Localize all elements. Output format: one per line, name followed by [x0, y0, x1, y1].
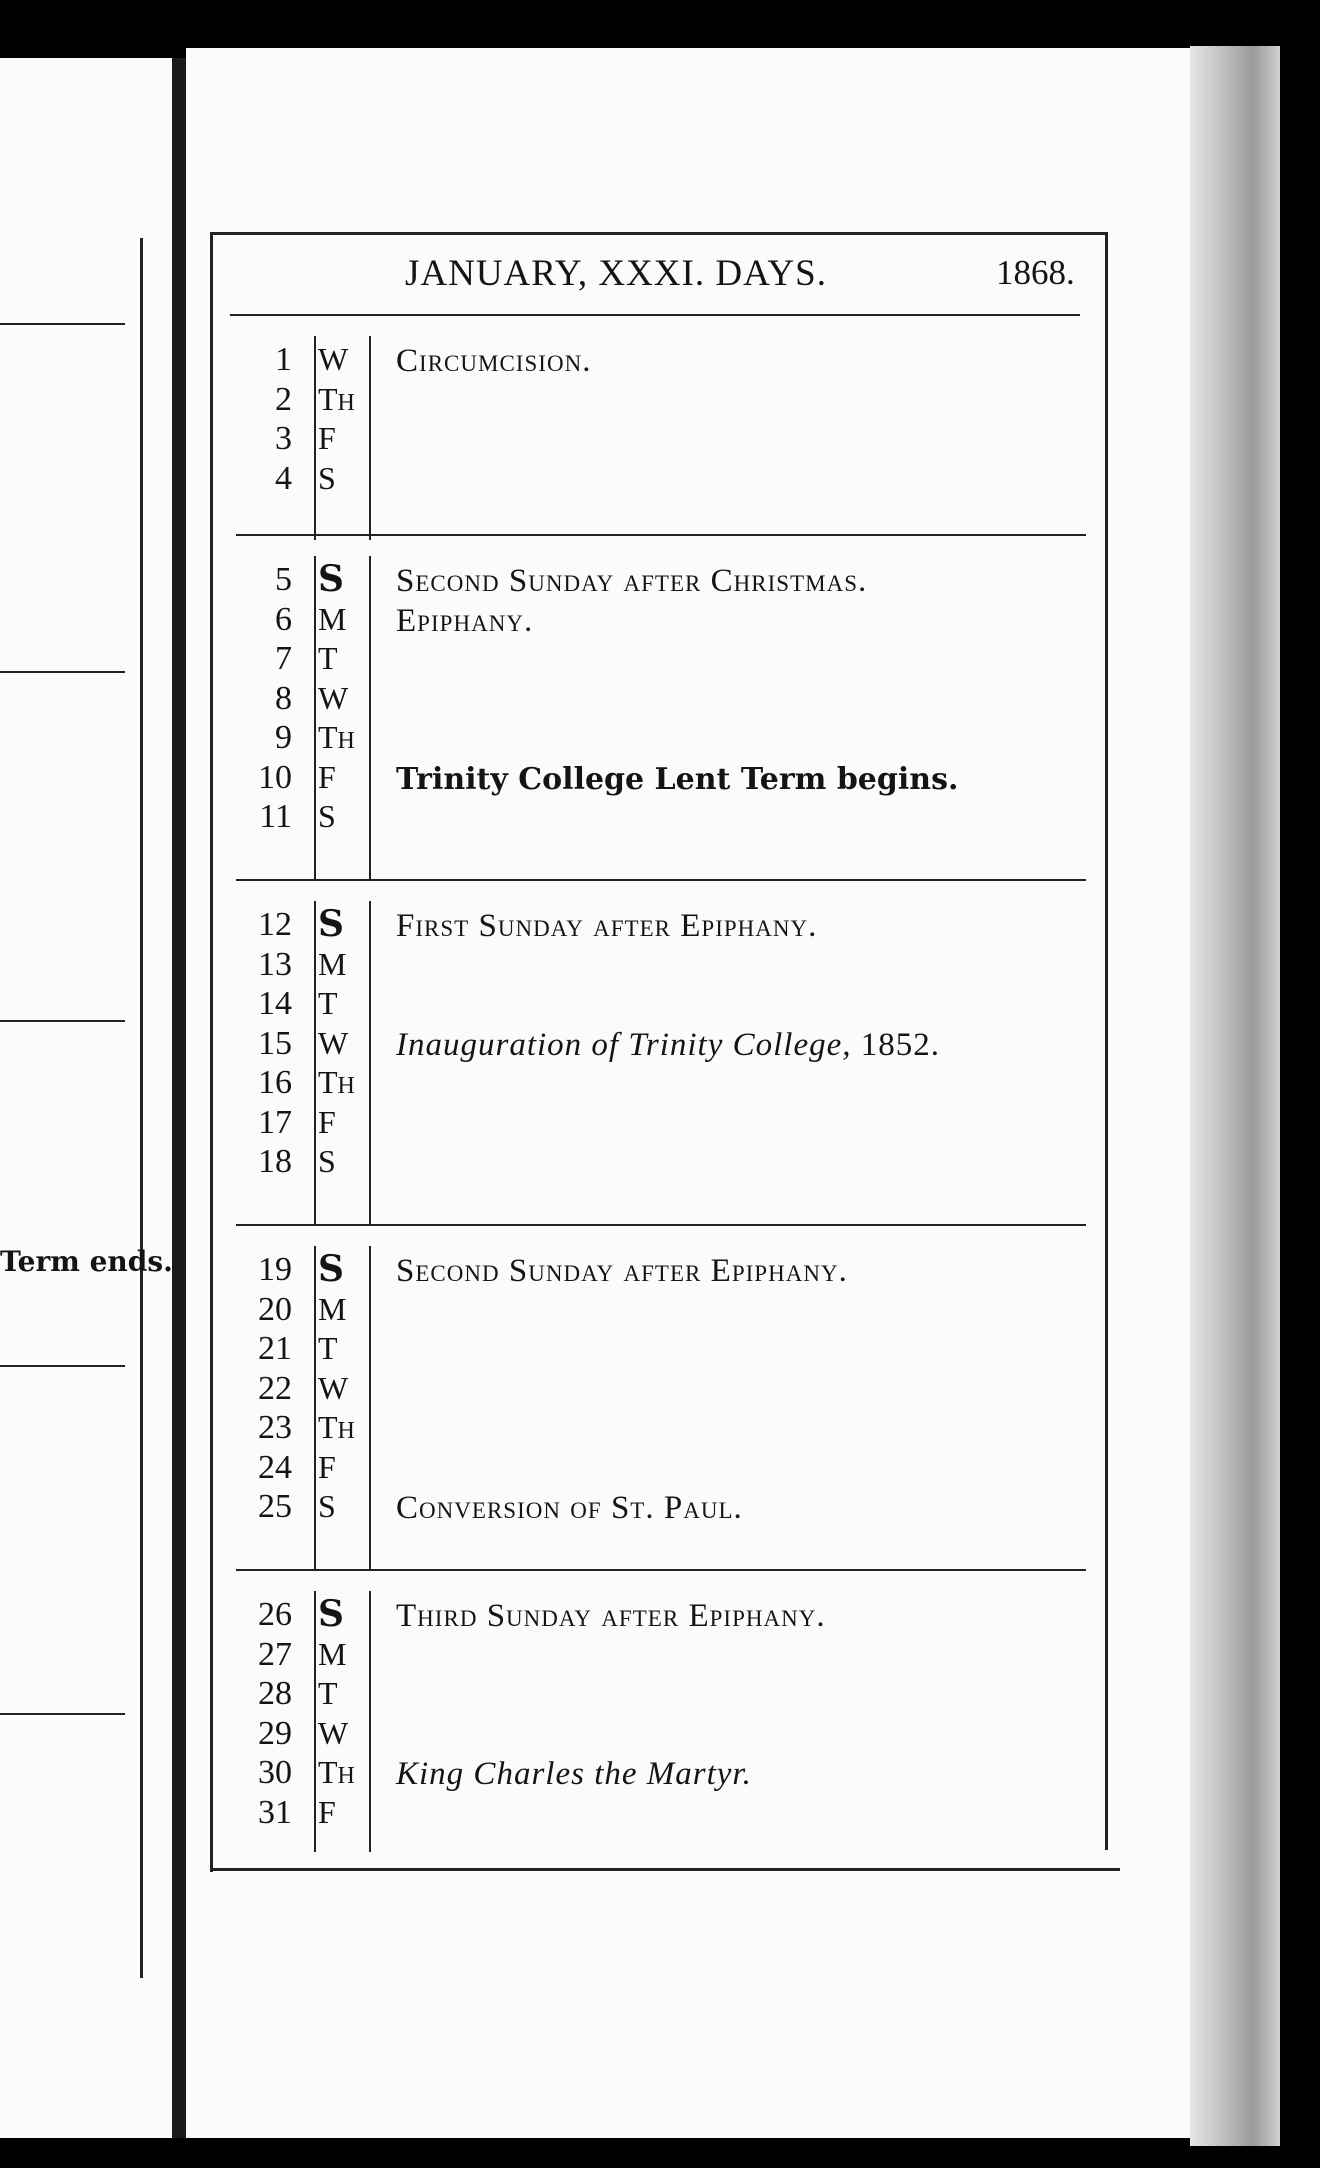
- day-number: 8: [275, 679, 292, 717]
- weekday: S: [318, 1488, 336, 1524]
- week-separator-rule: [236, 1224, 1086, 1226]
- weekday-column-rule: [314, 556, 316, 880]
- event-column-rule: [369, 336, 371, 540]
- day-number: 1: [275, 341, 292, 378]
- day-number: 14: [258, 985, 292, 1022]
- page-title: JANUARY, XXXI. DAYS.: [405, 253, 827, 294]
- day-number: 20: [258, 1290, 292, 1328]
- calendar-event: FIRST SUNDAY AFTER EPIPHANY.: [396, 908, 818, 944]
- weekday-column-rule: [314, 336, 316, 540]
- day-number: 6: [275, 600, 292, 638]
- day-number: 13: [258, 945, 292, 983]
- day-number: 18: [258, 1143, 292, 1180]
- page-year: 1868.: [996, 253, 1075, 292]
- weekday: S: [318, 1143, 336, 1179]
- weekday: TH: [318, 1064, 355, 1100]
- left-divider: [0, 1365, 125, 1367]
- weekday: T: [318, 1330, 338, 1366]
- page-edge: [1190, 46, 1280, 2146]
- calendar-event: King Charles the Martyr.: [396, 1756, 752, 1792]
- day-number: 30: [258, 1754, 292, 1791]
- day-number: 15: [258, 1024, 292, 1062]
- day-number: 7: [275, 640, 292, 677]
- weekday: F: [318, 1793, 336, 1830]
- event-column-rule: [369, 556, 371, 880]
- weekday-column-rule: [314, 901, 316, 1225]
- left-divider: [0, 671, 125, 673]
- weekday-column-rule: [314, 1246, 316, 1570]
- day-number: 21: [258, 1330, 292, 1367]
- day-number: 2: [275, 380, 292, 418]
- weekday: M: [318, 1635, 347, 1672]
- weekday: F: [318, 1448, 336, 1485]
- day-number: 17: [258, 1103, 292, 1141]
- book-gutter: [172, 58, 186, 2138]
- left-page-fragment: Term ends.: [0, 1245, 173, 1278]
- weekday-sunday: S: [318, 558, 344, 600]
- weekday: M: [318, 600, 347, 637]
- day-number: 23: [258, 1409, 292, 1446]
- weekday-column-rule: [314, 1591, 316, 1852]
- day-number: 11: [259, 798, 292, 835]
- weekday: F: [318, 420, 336, 456]
- header-rule: [230, 314, 1080, 316]
- left-divider: [0, 323, 125, 325]
- event-column-rule: [369, 901, 371, 1225]
- day-number: 3: [275, 420, 292, 457]
- week-separator-rule: [236, 534, 1086, 536]
- weekday: T: [318, 640, 338, 676]
- weekday-sunday: S: [318, 1248, 344, 1290]
- event-column-rule: [369, 1246, 371, 1570]
- day-number: 29: [258, 1714, 292, 1752]
- weekday: T: [318, 985, 338, 1021]
- weekday: W: [318, 1714, 349, 1751]
- weekday: TH: [318, 719, 355, 755]
- day-number: 10: [258, 758, 292, 796]
- day-number: 22: [258, 1369, 292, 1407]
- frame-bottom-rule: [210, 1868, 1120, 1871]
- calendar-event: EPIPHANY.: [396, 602, 534, 639]
- calendar-event: SECOND SUNDAY AFTER CHRISTMAS.: [396, 563, 868, 599]
- day-number: 12: [258, 906, 292, 943]
- weekday-sunday: S: [318, 903, 344, 945]
- weekday-sunday: S: [318, 1593, 344, 1635]
- weekday: W: [318, 341, 349, 377]
- weekday: S: [318, 798, 336, 834]
- day-number: 25: [258, 1488, 292, 1525]
- day-number: 31: [258, 1793, 292, 1831]
- weekday: T: [318, 1675, 338, 1711]
- day-number: 4: [275, 459, 292, 497]
- event-column-rule: [369, 1591, 371, 1852]
- left-divider: [0, 1020, 125, 1022]
- day-number: 26: [258, 1596, 292, 1633]
- weekday: TH: [318, 380, 355, 417]
- day-number: 5: [275, 561, 292, 598]
- calendar-event: THIRD SUNDAY AFTER EPIPHANY.: [396, 1598, 826, 1634]
- weekday: M: [318, 945, 347, 982]
- calendar-event: SECOND SUNDAY AFTER EPIPHANY.: [396, 1253, 848, 1289]
- left-page: [0, 58, 172, 2138]
- frame-right-rule: [1105, 232, 1108, 1850]
- week-separator-rule: [236, 1569, 1086, 1571]
- weekday: S: [318, 459, 336, 496]
- weekday: W: [318, 1369, 349, 1406]
- day-number: 16: [258, 1064, 292, 1101]
- weekday: W: [318, 1024, 349, 1061]
- left-divider: [0, 1713, 125, 1715]
- day-number: 27: [258, 1635, 292, 1673]
- frame-top-rule: [212, 232, 1107, 235]
- weekday: TH: [318, 1754, 355, 1790]
- left-rule: [140, 238, 143, 1978]
- calendar-event: CONVERSION OF ST. PAUL.: [396, 1490, 743, 1526]
- weekday: W: [318, 679, 349, 716]
- weekday: F: [318, 758, 336, 795]
- day-number: 28: [258, 1675, 292, 1712]
- calendar-event: Inauguration of Trinity College, 1852.: [396, 1026, 941, 1063]
- week-separator-rule: [236, 879, 1086, 881]
- weekday: M: [318, 1290, 347, 1327]
- weekday: F: [318, 1103, 336, 1140]
- day-number: 19: [258, 1251, 292, 1288]
- calendar-event: CIRCUMCISION.: [396, 343, 592, 379]
- calendar-event: Trinity College Lent Term begins.: [396, 761, 959, 797]
- weekday: TH: [318, 1409, 355, 1445]
- day-number: 24: [258, 1448, 292, 1486]
- day-number: 9: [275, 719, 292, 756]
